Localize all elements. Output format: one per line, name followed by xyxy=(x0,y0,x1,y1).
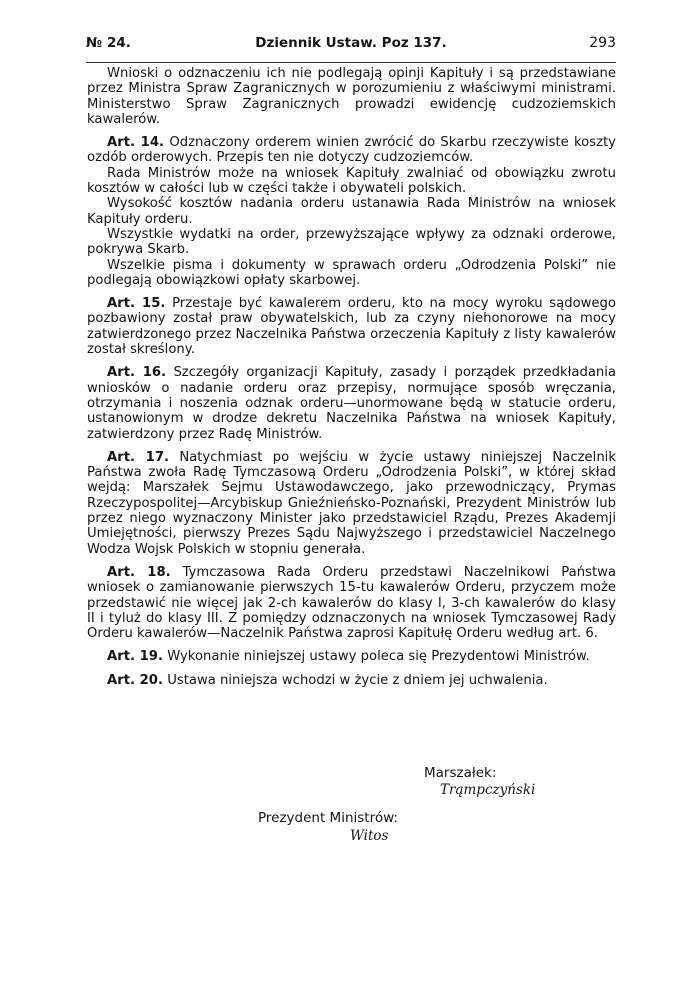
paragraph: Wszelkie pisma i dokumenty w sprawach orderu „Odrodzenia Polski” nie podlegają obowiązkowi opłaty skarbowej. xyxy=(87,257,616,288)
paragraph: Wysokość kosztów nadania orderu ustanawia Rada Ministrów na wniosek Kapituły orderu. xyxy=(87,196,616,227)
marshal-signature: Trąmpczyński xyxy=(440,782,536,798)
article-16: Art. 16. Szczegóły organizacji Kapituły, zasady i porządek przedkładania wniosków o nadanie orderu oraz przepisy, normujące sposób wręczania, otrzymania i noszenia odznak orderu—unormowane będą w statucie orderu, ustanowionym w drodze dekretu Naczelnika Państwa na wniosek Kapituły, zatwierdzony przez Radę Ministrów. xyxy=(87,365,617,442)
article-number: Art. 18. xyxy=(107,564,171,580)
article-17: Art. 17. Natychmiast po wejściu w życie ustawy niniejszej Naczelnik Państwa zwoła Radę Tymczasową Orderu „Odrodzenia Polski”, w której skład wejdą: Marszałek Sejmu Ustawodawczego, jako przewodniczący, Prymas Rzeczypospolitej—Arcybiskup Gnieźnieńsko-Poznański, Prezydent Ministrów lub przez niego wyznaczony Minister jako przedstawiciel Rządu, Prezes Akademji Umiejętności, pierwszy Prezes Sądu Najwyższego i przedstawiciel Naczelnego Wodza Wojsk Polskich w stopniu generała. xyxy=(87,449,616,557)
page-number: 293 xyxy=(589,35,616,51)
article-number: Art. 20. xyxy=(107,672,163,688)
article-number: Art. 14. xyxy=(107,135,165,151)
article-18: Art. 18. Tymczasowa Rada Orderu przedstawi Naczelnikowi Państwa wniosek o zamianowanie pierwszych 15-tu kawalerów Orderu, przyczem może przedstawić nie więcej jak 2-ch kawalerów do klasy I, 3-ch kawalerów do klasy II i tyluż do klasy III. Z pomiędzy odznaczonych na wniosek Tymczasowej Rady Orderu kawalerów—Naczelnik Państwa zaprosi Kapitułę Orderu według art. 6. xyxy=(87,564,616,642)
article-19: Art. 19. Wykonanie niniejszej ustawy poleca się Prezydentowi Ministrów. xyxy=(107,649,590,665)
article-number: Art. 16. xyxy=(107,365,167,381)
marshal-title: Marszałek: xyxy=(424,765,497,781)
article-number: Art. 15. xyxy=(107,296,166,312)
article-14: Art. 14. Odznaczony orderem winien zwrócić do Skarbu rzeczywiste koszty ozdób orderowych. Przepis ten nie dotyczy cudzoziemców. xyxy=(87,135,616,166)
header-rule xyxy=(86,62,616,63)
journal-title: Dziennik Ustaw. Poz 137. xyxy=(255,35,447,51)
premier-signature: Witos xyxy=(350,828,389,844)
article-number: Art. 19. xyxy=(107,649,163,665)
paragraph: Rada Ministrów może na wniosek Kapituły zwalniać od obowiązku zwrotu kosztów w całości lub w części także i obywateli polskich. xyxy=(87,165,616,197)
premier-title: Prezydent Ministrów: xyxy=(258,810,398,826)
article-20: Art. 20. Ustawa niniejsza wchodzi w życie z dniem jej uchwalenia. xyxy=(107,672,548,688)
page-header xyxy=(86,35,616,57)
paragraph: Wszystkie wydatki na order, przewyższające wpływy za odznaki orderowe, pokrywa Skarb. xyxy=(87,226,616,258)
paragraph: Wnioski o odznaczeniu ich nie podlegają opinji Kapituły i są przedstawiane przez Ministra Spraw Zagranicznych w porozumieniu z właściwymi ministrami. Ministerstwo Spraw Zagranicznych prowadzi ewidencję cudzoziemskich kawalerów. xyxy=(87,66,616,127)
law-text xyxy=(87,66,616,688)
article-15: Art. 15. Przestaje być kawalerem orderu, kto na mocy wyroku sądowego pozbawiony został praw obywatelskich, lub za czyny niehonorowe na mocy zatwierdzonego przez Naczelnika Państwa orzeczenia Kapituły z listy kawalerów został skreślony. xyxy=(87,296,616,358)
article-number: Art. 17. xyxy=(107,449,170,465)
issue-number: № 24. xyxy=(86,35,131,51)
